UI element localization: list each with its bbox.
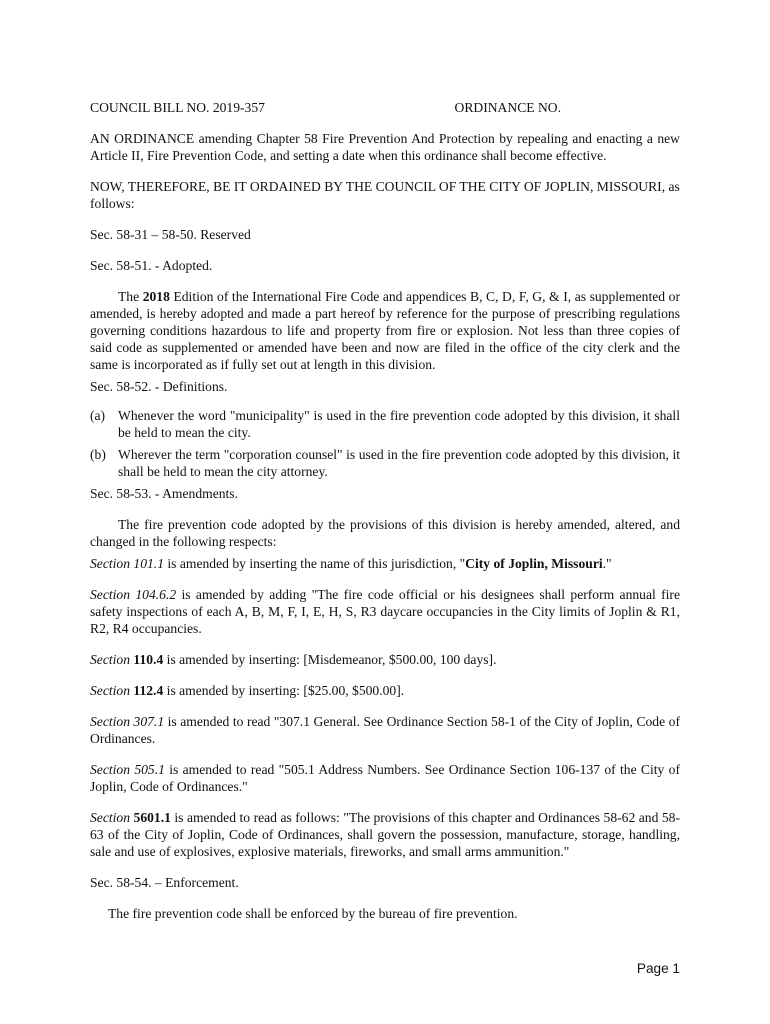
- ordinance-title: AN ORDINANCE amending Chapter 58 Fire Prevention And Protection by repealing and enacting a new Article II, Fire Prevention Code, and setting a date when this ordinance shall become effective.: [90, 131, 680, 163]
- amendment-505-1: [90, 761, 680, 795]
- ordained-clause: NOW, THEREFORE, BE IT ORDAINED BY THE COUNCIL OF THE CITY OF JOPLIN, MISSOURI, as follows:: [90, 179, 680, 211]
- amendment-text: is amended to read "505.1 Address Numbers. See Ordinance Section 106-137 of the City of Joplin, Code of Ordinances.": [90, 762, 680, 794]
- amendment-112-4: [90, 682, 680, 699]
- adopted-lead: The: [118, 289, 143, 304]
- adopted-rest: Edition of the International Fire Code and appendices B, C, D, F, G, & I, as supplemented or amended, is hereby adopted and made a part hereof by reference for the purpose of prescribing regulations governing conditions hazardous to life and property from fire or explosion. Not less than three copies of said code as supplemented or amended have been and now are filed in the office of the city clerk and the same is incorporated as if fully set out at length in this division.: [90, 289, 680, 372]
- code-edition-year: 2018: [142, 289, 170, 304]
- section-definitions-heading: Sec. 58-52. - Definitions.: [90, 379, 228, 394]
- ordinance-number: ORDINANCE NO.: [454, 100, 561, 115]
- enforcement-paragraph: The fire prevention code shall be enforced by the bureau of fire prevention.: [108, 906, 518, 921]
- page-number: Page 1: [636, 961, 680, 976]
- amendment-text-end: .": [602, 556, 612, 571]
- section-adopted-heading: Sec. 58-51. - Adopted.: [90, 258, 213, 273]
- amendment-text: is amended by inserting: [$25.00, $500.00].: [163, 683, 405, 698]
- amendment-section-number: 112.4: [133, 683, 164, 698]
- amendment-section-ref: Section 104.6.2: [90, 587, 177, 602]
- amendment-section-ref: Section: [90, 683, 134, 698]
- definition-item-b: [90, 446, 680, 480]
- amendment-section-ref: Section 307.1: [90, 714, 165, 729]
- section-enforcement-heading: Sec. 58-54. – Enforcement.: [90, 875, 239, 890]
- section-reserved-heading: Sec. 58-31 – 58-50. Reserved: [90, 227, 251, 242]
- amendment-5601-1: [90, 809, 680, 860]
- amendment-section-ref: Section 505.1: [90, 762, 165, 777]
- amendment-section-ref: Section: [90, 810, 134, 825]
- definition-text: Whenever the word "municipality" is used in the fire prevention code adopted by this division, it shall be held to mean the city.: [118, 408, 680, 440]
- amendment-section-number: 110.4: [133, 652, 164, 667]
- adopted-paragraph: [90, 288, 680, 373]
- jurisdiction-name: City of Joplin, Missouri: [465, 556, 603, 571]
- amendment-text: is amended to read "307.1 General. See Ordinance Section 58-1 of the City of Joplin, Code of Ordinances.: [90, 714, 680, 746]
- amendment-section-ref: Section 101.1: [90, 556, 164, 571]
- amendment-101-1: [90, 555, 680, 572]
- amendment-104-6-2: [90, 586, 680, 637]
- amendment-text: is amended by inserting the name of this jurisdiction, ": [164, 556, 466, 571]
- amendment-text: is amended by inserting: [Misdemeanor, $500.00, 100 days].: [163, 652, 497, 667]
- amendment-text: is amended to read as follows: "The provisions of this chapter and Ordinances 58-62 and 58-63 of the City of Joplin, Code of Ordinances, shall govern the possession, manufacture, storage, handling, sale and use of explosives, explosive materials, fireworks, and small arms ammunition.": [90, 810, 680, 859]
- council-bill-number: COUNCIL BILL NO. 2019-357: [90, 100, 265, 115]
- definition-text: Wherever the term "corporation counsel" is used in the fire prevention code adopted by this division, it shall be held to mean the city attorney.: [118, 447, 680, 479]
- amendment-section-number: 5601.1: [133, 810, 171, 825]
- amendments-intro: The fire prevention code adopted by the provisions of this division is hereby amended, altered, and changed in the following respects:: [90, 517, 680, 549]
- amendment-text: is amended by adding "The fire code official or his designees shall perform annual fire safety inspections of each A, B, M, F, I, E, H, S, R3 daycare occupancies in the City limits of Joplin & R1, R2, R4 occupancies.: [90, 587, 680, 636]
- amendment-307-1: [90, 713, 680, 747]
- amendment-section-ref: Section: [90, 652, 134, 667]
- section-amendments-heading: Sec. 58-53. - Amendments.: [90, 486, 238, 501]
- amendment-110-4: [90, 651, 680, 668]
- definition-item-a: [90, 407, 680, 441]
- definition-marker: (b): [90, 447, 106, 462]
- bill-header: [90, 99, 680, 116]
- document-body: [90, 99, 680, 922]
- definition-marker: (a): [90, 408, 106, 423]
